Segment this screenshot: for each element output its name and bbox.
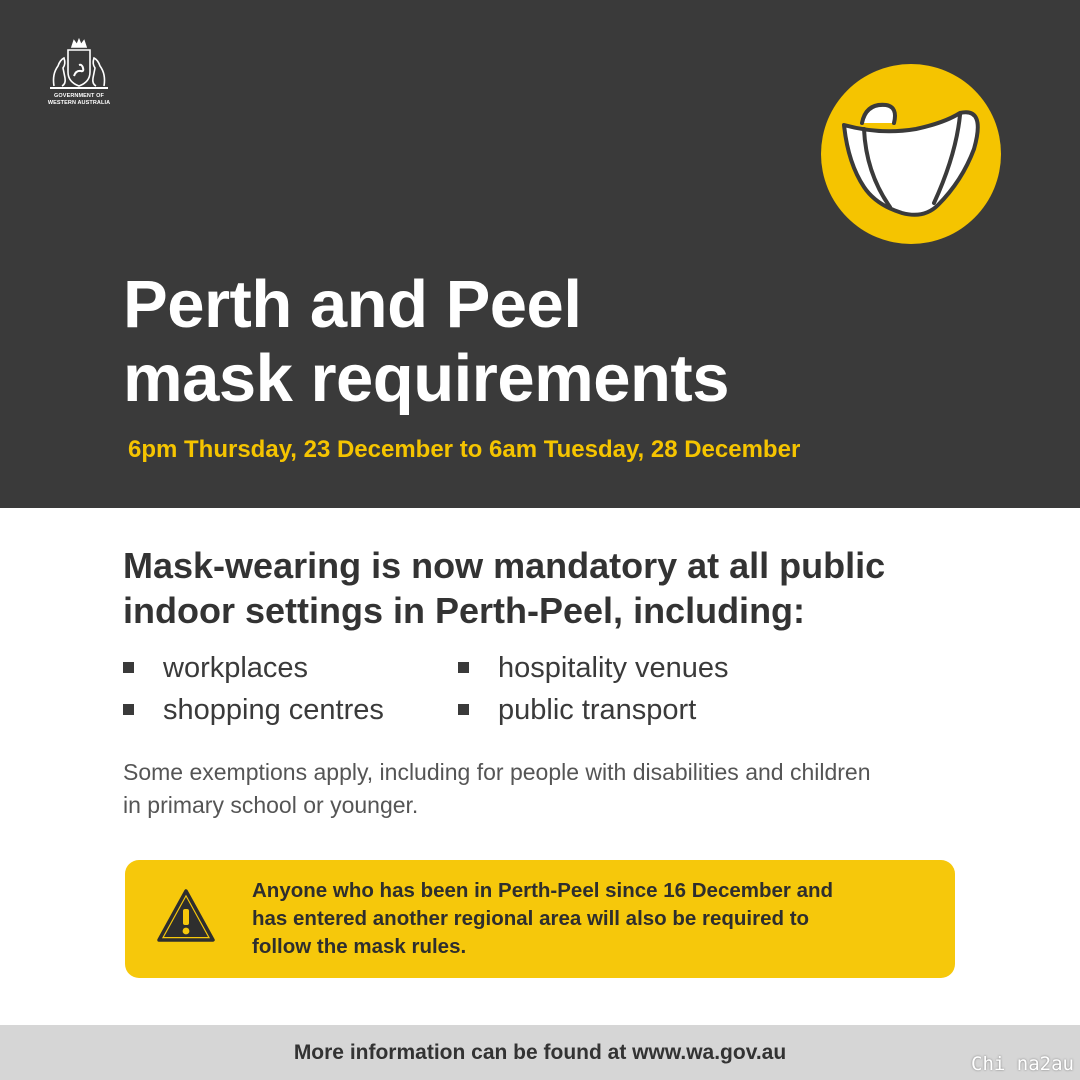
logo-line-1: GOVERNMENT OF: [54, 93, 104, 99]
title-line-2: mask requirements: [123, 341, 729, 416]
callout-line-1: Anyone who has been in Perth-Peel since 16 December and: [252, 879, 834, 902]
header-band: [0, 0, 1080, 508]
list-item: [458, 648, 729, 688]
list-item-label: shopping centres: [163, 694, 384, 726]
watermark: Chi na2au: [971, 1053, 1074, 1075]
bullet-icon: [458, 662, 469, 673]
government-logo: [40, 38, 118, 110]
exemptions-note: [123, 756, 943, 822]
warning-triangle-icon: [155, 887, 217, 945]
callout-message: [252, 877, 942, 961]
heading-line-1: Mask-wearing is now mandatory at all public: [123, 545, 886, 586]
bullet-icon: [458, 704, 469, 715]
callout-line-3: follow the mask rules.: [252, 935, 467, 958]
date-range: 6pm Thursday, 23 December to 6am Tuesday, 28 December: [128, 436, 801, 463]
list-item: [458, 690, 696, 730]
list-item-label: public transport: [498, 694, 697, 726]
title-line-1: Perth and Peel: [123, 267, 582, 342]
face-mask-icon: [820, 63, 1002, 245]
warning-callout: [125, 860, 955, 978]
mask-badge: [820, 63, 1002, 245]
logo-line-2: WESTERN AUSTRALIA: [47, 99, 111, 106]
mandate-heading: [123, 543, 1003, 633]
list-item: [123, 690, 384, 730]
list-item-label: workplaces: [163, 652, 309, 684]
bullet-icon: [123, 704, 134, 715]
footer-bar: [0, 1025, 1080, 1080]
exemptions-line-1: Some exemptions apply, including for people with disabilities and children: [123, 759, 871, 785]
exemptions-line-2: in primary school or younger.: [123, 792, 419, 818]
bullet-icon: [123, 662, 134, 673]
list-item-label: hospitality venues: [498, 652, 729, 684]
page-title: [123, 268, 943, 416]
heading-line-2: indoor settings in Perth-Peel, including:: [123, 590, 806, 631]
wa-coat-of-arms-icon: [44, 38, 114, 92]
callout-line-2: has entered another regional area will also be required to: [252, 907, 810, 930]
list-item: [123, 648, 308, 688]
footer-info-text: More information can be found at www.wa.gov.au: [293, 1041, 787, 1064]
settings-list: [123, 648, 923, 740]
